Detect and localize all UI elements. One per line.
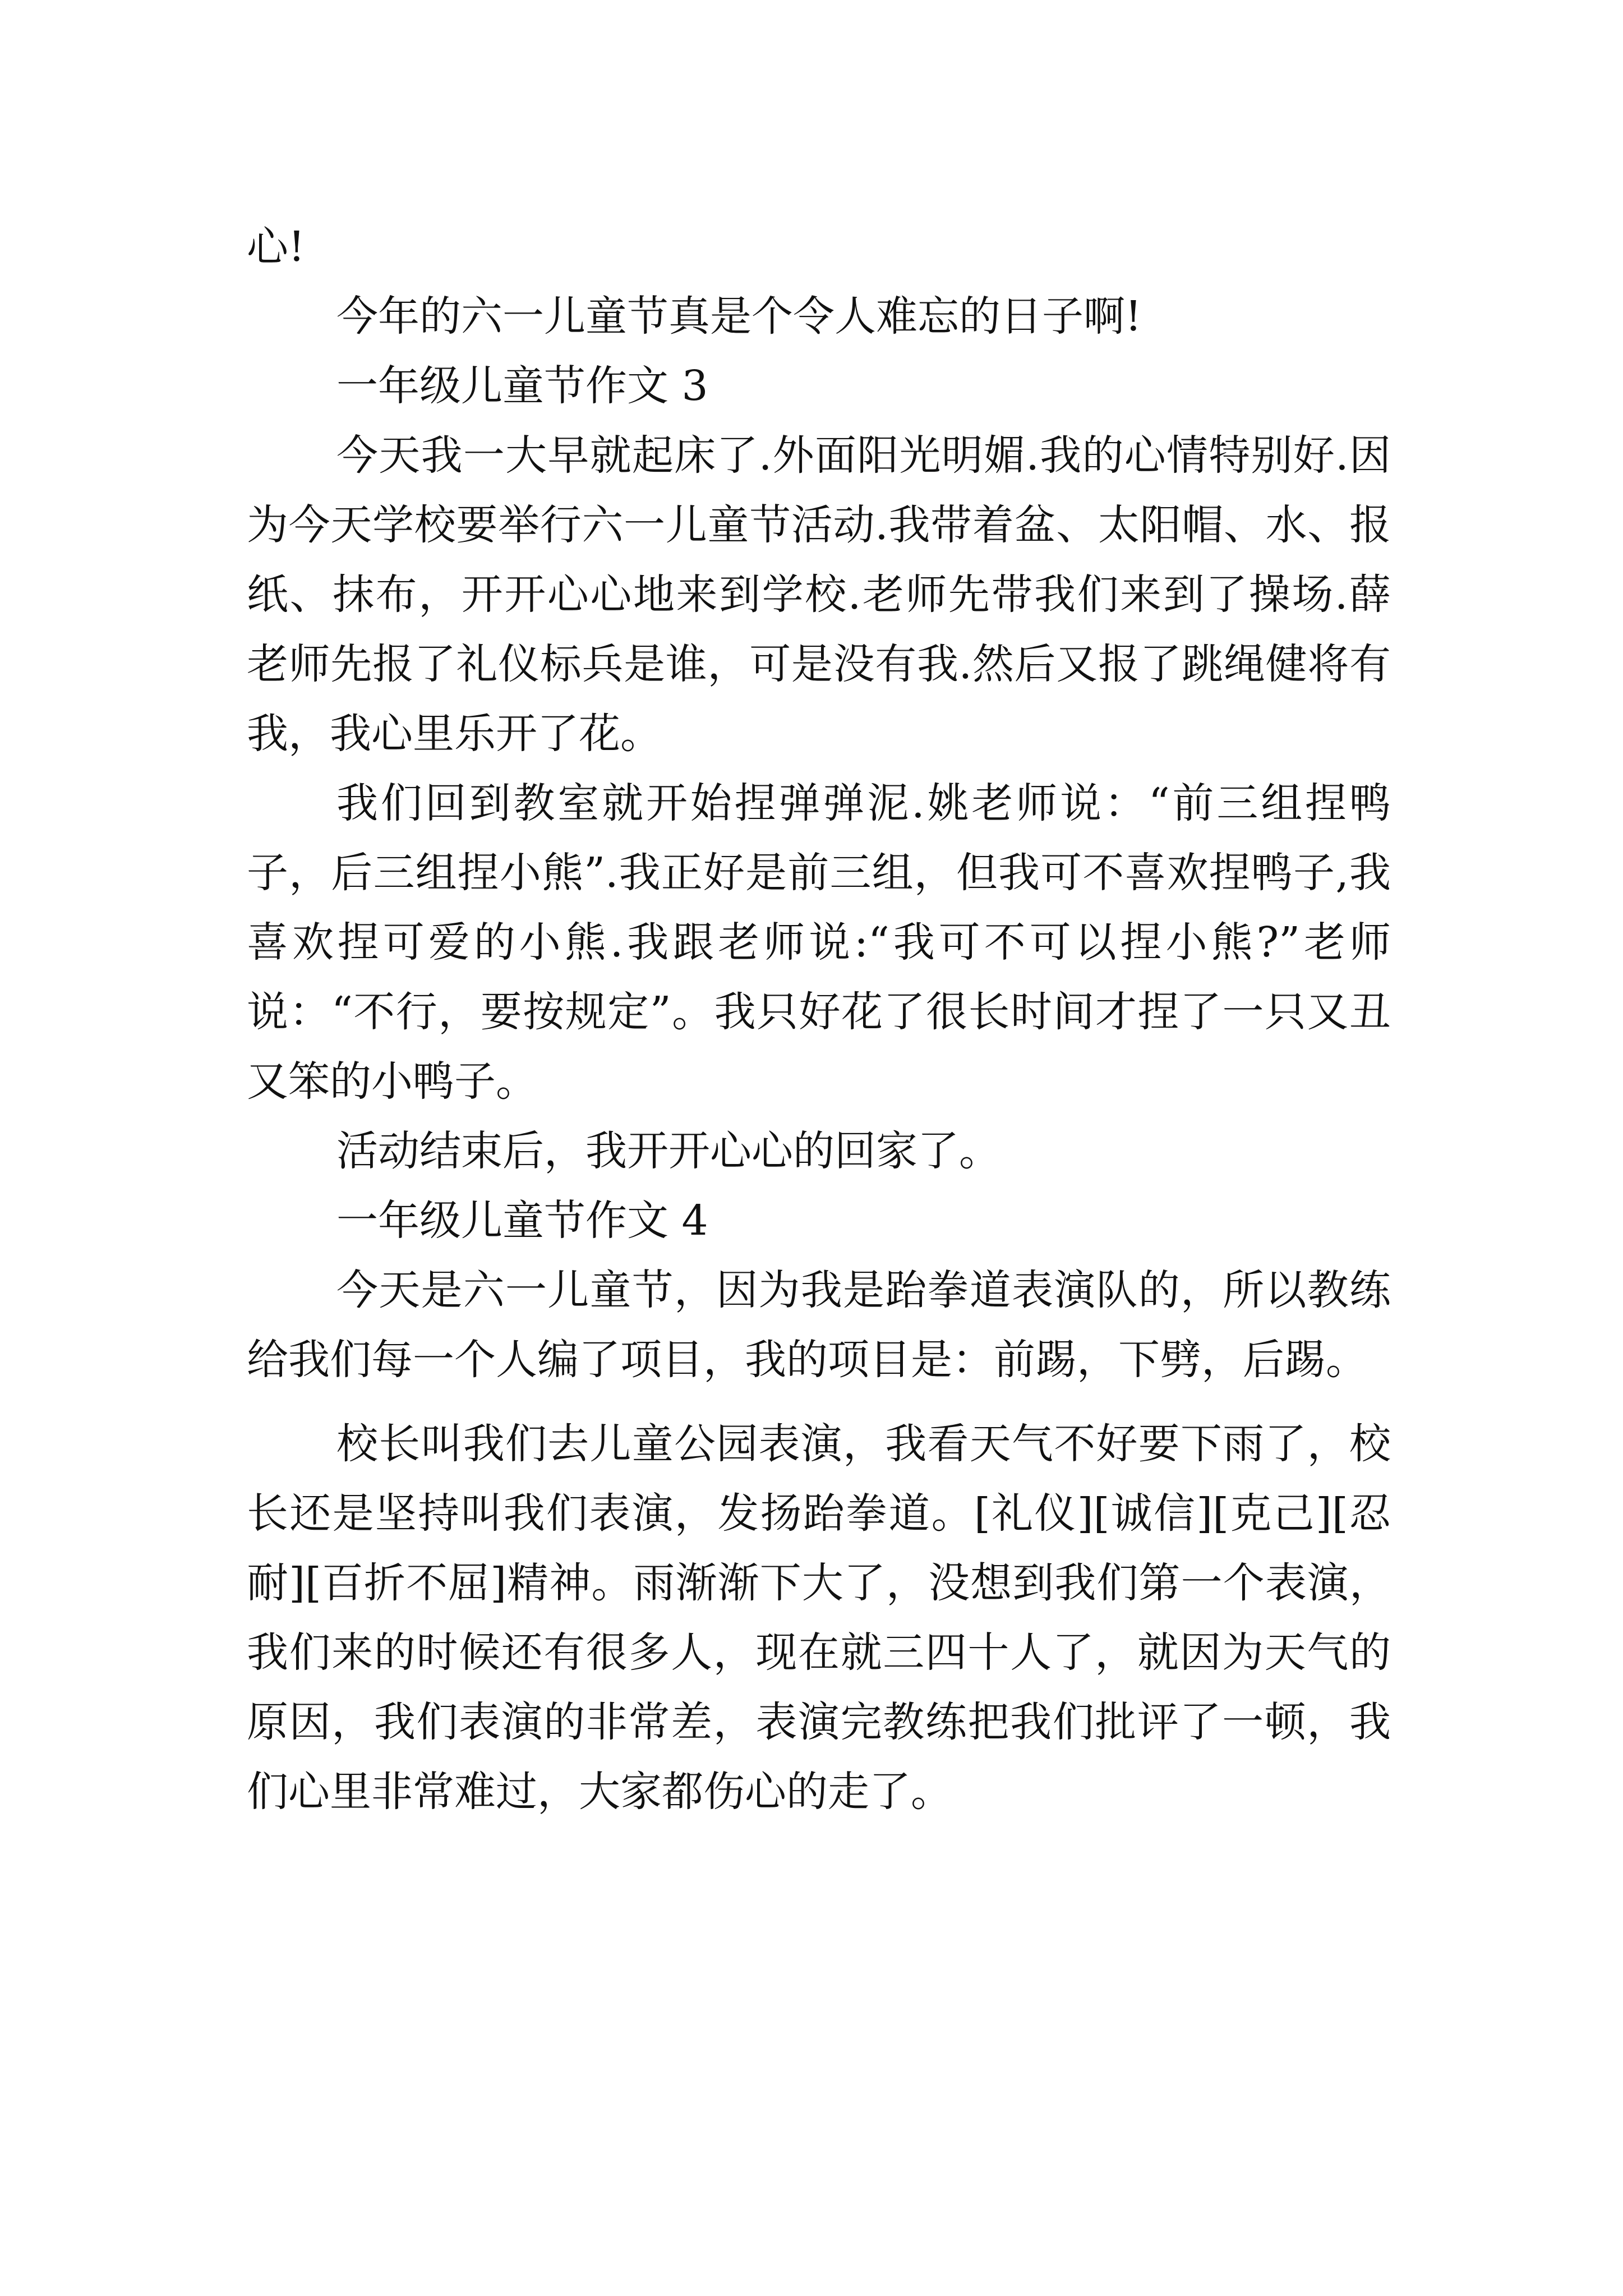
essay-heading-3: 一年级儿童节作文 3 — [336, 362, 708, 410]
paragraph: 活动结束后，我开开心心的回家了。 — [336, 1127, 1000, 1175]
paragraph: 今天是六一儿童节，因为我是跆拳道表演队的，所以教练给我们每一个人编了项目，我的项目是：前踢，下劈，后踢。 — [247, 1266, 1391, 1384]
essay-heading-4: 一年级儿童节作文 4 — [336, 1197, 708, 1245]
paragraph: 校长叫我们去儿童公园表演，我看天气不好要下雨了，校长还是坚持叫我们表演，发扬跆拳道。[礼仪][诚信][克己][忍耐][百折不屈]精神。雨渐渐下大了，没想到我们第一个表演，我们来的时候还有很多人，现在就三四十人了，就因为天气的原因，我们表演的非常差，表演完教练把我们批评了一顿，我们心里非常难过，大家都伤心的走了。 — [247, 1420, 1391, 1816]
paragraph: 我们回到教室就开始捏弹弹泥.姚老师说：“前三组捏鸭子，后三组捏小熊”.我正好是前三组，但我可不喜欢捏鸭子,我喜欢捏可爱的小熊.我跟老师说:“我可不可以捏小熊?”老师说：“不行，要按规定”。我只好花了很长时间才捏了一只又丑又笨的小鸭子。 — [247, 779, 1391, 1106]
paragraph: 今年的六一儿童节真是个令人难忘的日子啊! — [336, 292, 1142, 341]
paragraph-continuation: 心! — [247, 223, 305, 271]
paragraph: 今天我一大早就起床了.外面阳光明媚.我的心情特别好.因为今天学校要举行六一儿童节活动.我带着盆、太阳帽、水、报纸、抹布，开开心心地来到学校.老师先带我们来到了操场.薛老师先报了礼仪标兵是谁，可是没有我.然后又报了跳绳健将有我，我心里乐开了花。 — [247, 431, 1391, 758]
document-body — [247, 212, 1391, 1826]
